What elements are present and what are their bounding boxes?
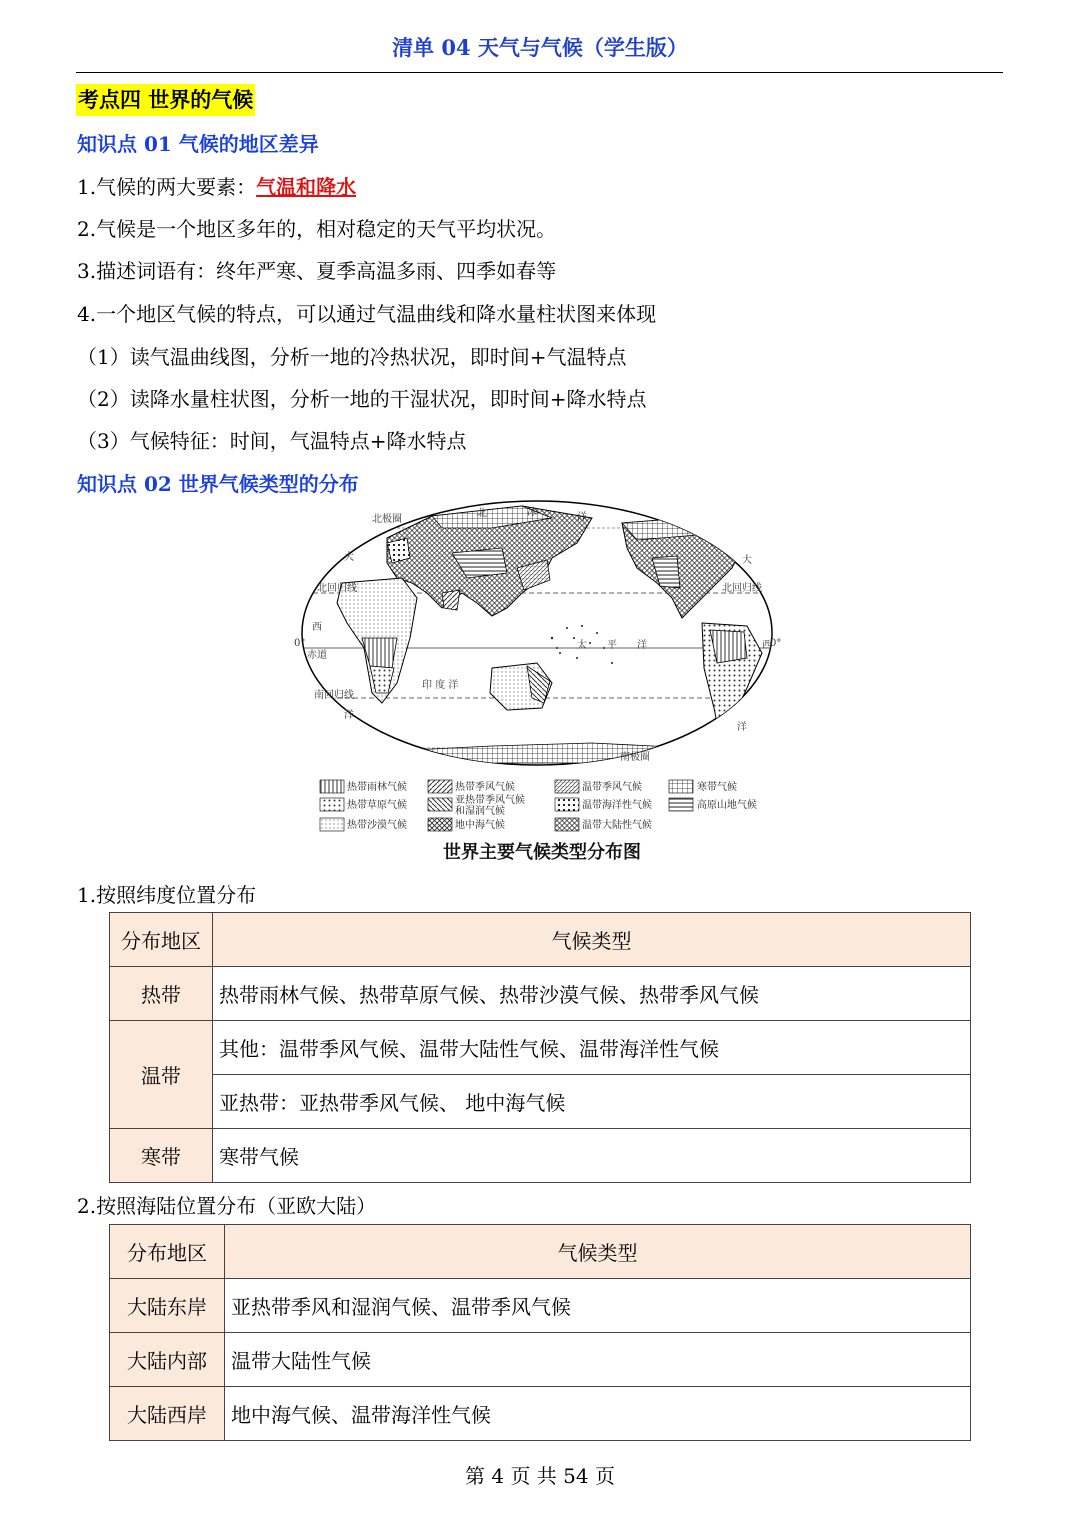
temperature-curve-line: （1）读气温曲线图，分析一地的冷热状况，即时间+气温特点 bbox=[77, 345, 627, 369]
pacific-label-1: 太 bbox=[577, 640, 587, 651]
map-legend bbox=[320, 780, 757, 831]
greenland-landmass bbox=[687, 500, 737, 523]
atlantic-east-label-1: 大 bbox=[742, 555, 752, 566]
frigid-types: 寒带气候 bbox=[213, 1129, 971, 1183]
atlantic-west-label-1: 大 bbox=[344, 552, 354, 563]
amazon-rainforest bbox=[710, 630, 747, 663]
pacific-label-3: 洋 bbox=[637, 640, 647, 651]
atlantic-east-label-2: 西 bbox=[762, 640, 772, 651]
legend-label-temperate-monsoon: 温带季风气候 bbox=[582, 782, 642, 793]
arctic-ocean-label-3: 洋 bbox=[577, 512, 587, 523]
header-climate-type: 气候类型 bbox=[225, 1225, 971, 1279]
tropic-cancer-right-label: 北回归线 bbox=[722, 583, 762, 594]
document-header-title: 清单 04 天气与气候（学生版） bbox=[392, 35, 688, 60]
legend-swatch-savanna bbox=[320, 798, 344, 811]
atlantic-west-label-2: 西 bbox=[312, 622, 322, 633]
knowledge-point-02-title: 知识点 02 世界气候类型的分布 bbox=[77, 472, 359, 496]
interior-types: 温带大陆性气候 bbox=[225, 1333, 971, 1387]
precipitation-bar-line: （2）读降水量柱状图，分析一地的干湿状况，即时间+降水特点 bbox=[77, 387, 647, 411]
tropic-cancer-left-label: 北回归线 bbox=[317, 583, 357, 594]
legend-swatch-tropical-monsoon bbox=[428, 780, 452, 793]
page-footer: 第 4 页 共 54 页 bbox=[465, 1464, 615, 1488]
arctic-ocean-label-2: 冰 bbox=[527, 507, 537, 518]
legend-label-subtropical-line-a: 亚热带季风气候 bbox=[455, 795, 525, 806]
equator-label: 赤道 bbox=[307, 650, 327, 661]
header-climate-type: 气候类型 bbox=[213, 913, 971, 967]
temperate-subtropical-types: 亚热带：亚热带季风气候、 地中海气候 bbox=[213, 1075, 971, 1129]
latitude-climate-table bbox=[109, 912, 971, 1183]
climate-elements-line bbox=[77, 171, 356, 200]
indian-ocean-label: 印 度 洋 bbox=[422, 680, 459, 691]
legend-swatch-polar bbox=[669, 780, 693, 793]
legend-swatch-temperate-monsoon bbox=[555, 780, 579, 793]
legend-label-savanna: 热带草原气候 bbox=[347, 800, 407, 811]
table-header-row bbox=[110, 913, 971, 967]
legend-label-highland: 高原山地气候 bbox=[697, 800, 757, 811]
pacific-label-2: 平 bbox=[607, 640, 617, 651]
table2-label: 2.按照海陆位置分布（亚欧大陆） bbox=[77, 1194, 377, 1218]
atlantic-east-label-3: 洋 bbox=[737, 722, 747, 733]
table-row bbox=[110, 1387, 971, 1441]
table1-label: 1.按照纬度位置分布 bbox=[77, 883, 257, 907]
region-temperate: 温带 bbox=[110, 1021, 213, 1129]
legend-swatch-highland bbox=[669, 798, 693, 811]
legend-swatch-mediterranean bbox=[428, 818, 452, 831]
table-row bbox=[110, 967, 971, 1021]
region-interior: 大陆内部 bbox=[110, 1333, 225, 1387]
zero-right-label: 0° bbox=[770, 638, 782, 649]
table-row bbox=[110, 1279, 971, 1333]
legend-label-desert: 热带沙漠气候 bbox=[347, 820, 407, 831]
north-pole-circle-label: 北极圈 bbox=[372, 514, 402, 525]
header-region: 分布地区 bbox=[110, 913, 213, 967]
legend-swatch-subtropical bbox=[428, 798, 452, 811]
legend-label-rainforest: 热带雨林气候 bbox=[347, 782, 407, 793]
region-tropical: 热带 bbox=[110, 967, 213, 1021]
table-row bbox=[110, 1075, 971, 1129]
climate-characteristic-line: （3）气候特征：时间，气温特点+降水特点 bbox=[77, 429, 467, 453]
atlantic-west-label-3: 洋 bbox=[344, 710, 354, 721]
map-caption: 世界主要气候类型分布图 bbox=[443, 842, 641, 863]
legend-label-subtropical-line-b: 和湿润气候 bbox=[455, 806, 505, 817]
legend-label-tropical-monsoon: 热带季风气候 bbox=[455, 782, 515, 793]
south-asia-monsoon bbox=[442, 590, 460, 610]
climate-elements-prefix: 1.气候的两大要素： bbox=[77, 175, 257, 199]
header-region: 分布地区 bbox=[110, 1225, 225, 1279]
climate-features-line: 4.一个地区气候的特点，可以通过气温曲线和降水量柱状图来体现 bbox=[77, 302, 657, 326]
climate-descriptors-line: 3.描述词语有：终年严寒、夏季高温多雨、四季如春等 bbox=[77, 259, 557, 283]
table-header-row bbox=[110, 1225, 971, 1279]
east-coast-types: 亚热带季风和湿润气候、温带季风气候 bbox=[225, 1279, 971, 1333]
region-east-coast: 大陆东岸 bbox=[110, 1279, 225, 1333]
arctic-ocean-label-1: 北 bbox=[477, 508, 487, 519]
world-climate-map-figure bbox=[292, 498, 792, 870]
legend-label-polar: 寒带气候 bbox=[697, 782, 737, 793]
table-row bbox=[110, 1333, 971, 1387]
tropic-capricorn-label: 南回归线 bbox=[314, 690, 354, 701]
legend-swatch-oceanic bbox=[555, 798, 579, 811]
legend-swatch-desert bbox=[320, 818, 344, 831]
legend-label-continental: 温带大陆性气候 bbox=[582, 820, 652, 831]
table-row bbox=[110, 1129, 971, 1183]
knowledge-point-01-title: 知识点 01 气候的地区差异 bbox=[77, 132, 319, 156]
temperate-other-types: 其他：温带季风气候、温带大陆性气候、温带海洋性气候 bbox=[213, 1021, 971, 1075]
zero-left-label: 0° bbox=[294, 638, 306, 649]
west-coast-types: 地中海气候、温带海洋性气候 bbox=[225, 1387, 971, 1441]
land-sea-climate-table bbox=[109, 1224, 971, 1441]
region-frigid: 寒带 bbox=[110, 1129, 213, 1183]
section-heading: 考点四 世界的气候 bbox=[76, 84, 255, 116]
legend-swatch-continental bbox=[555, 818, 579, 831]
region-west-coast: 大陆西岸 bbox=[110, 1387, 225, 1441]
legend-swatch-rainforest bbox=[320, 780, 344, 793]
table-row bbox=[110, 1021, 971, 1075]
header-divider bbox=[76, 72, 1003, 73]
climate-definition-line: 2.气候是一个地区多年的，相对稳定的天气平均状况。 bbox=[77, 217, 557, 241]
climate-elements-key: 气温和降水 bbox=[256, 175, 357, 199]
south-pole-circle-label: 南极圈 bbox=[620, 752, 650, 763]
tropical-types: 热带雨林气候、热带草原气候、热带沙漠气候、热带季风气候 bbox=[213, 967, 971, 1021]
world-climate-map bbox=[292, 498, 792, 870]
legend-label-oceanic: 温带海洋性气候 bbox=[582, 800, 652, 811]
legend-label-mediterranean: 地中海气候 bbox=[455, 820, 505, 831]
